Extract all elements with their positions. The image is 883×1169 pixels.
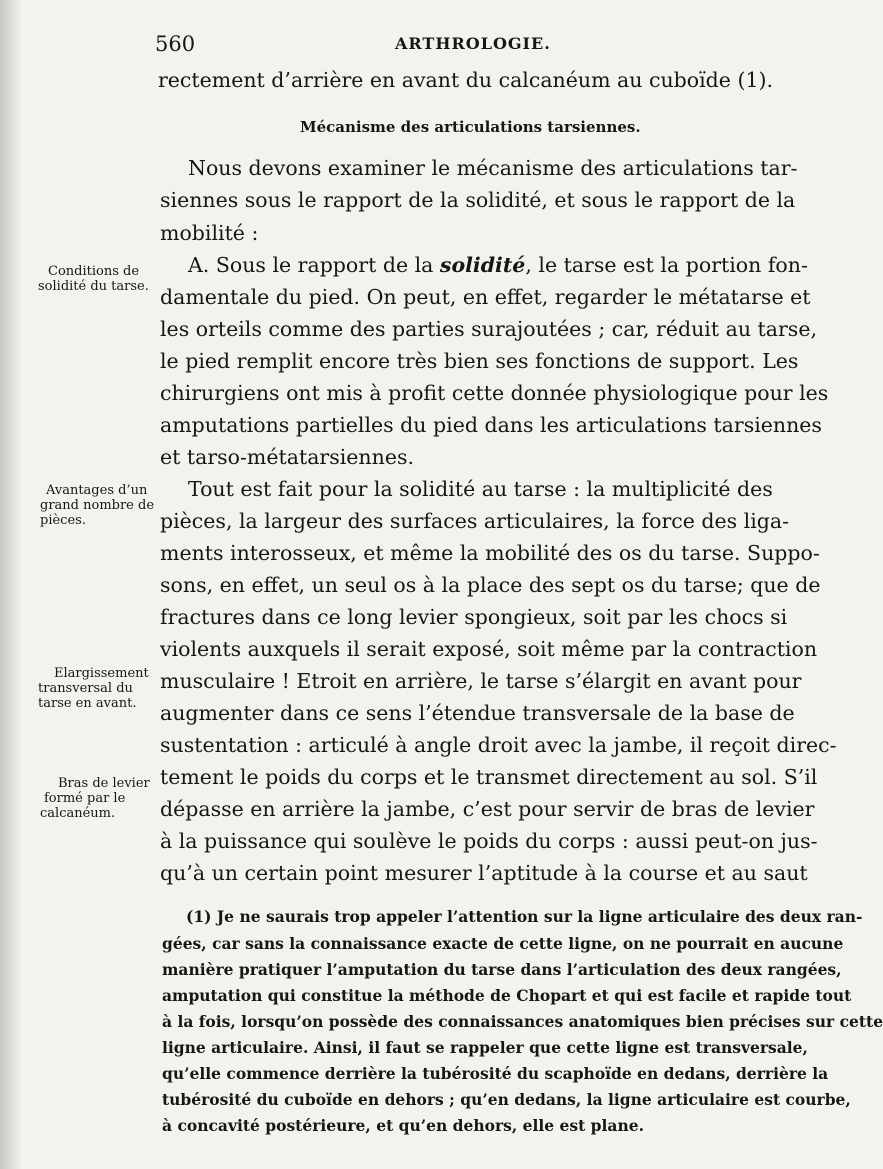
emphasis-solidite: solidité	[439, 253, 526, 277]
margin-note-line: Conditions de	[48, 264, 140, 279]
margin-note	[38, 264, 170, 294]
footnote-line: qu’elle commence derrière la tubérosité du scaphoïde en dedans, derrière la	[162, 1064, 829, 1083]
body-text: A. Sous le rapport de la	[188, 253, 434, 277]
margin-note	[40, 776, 162, 821]
footnote-line: à concavité postérieure, et qu’en dehors, elle est plane.	[162, 1116, 644, 1135]
footnote-line: à la fois, lorsqu’on possède des connaissances anatomiques bien précises sur cette	[162, 1012, 883, 1031]
footnote-line: amputation qui constitue la méthode de Chopart et qui est facile et rapide tout	[162, 986, 852, 1005]
footnote-line: ligne articulaire. Ainsi, il faut se rappeler que cette ligne est transversale,	[162, 1038, 808, 1057]
body-line: le pied remplit encore très bien ses fonctions de support. Les	[160, 349, 799, 373]
body-line: Nous devons examiner le mécanisme des articulations tar-	[188, 156, 798, 180]
body-line: violents auxquels il serait exposé, soit même par la contraction	[160, 637, 818, 661]
margin-note-line: formé par le	[44, 791, 126, 806]
body-line: fractures dans ce long levier spongieux, soit par les chocs si	[160, 605, 788, 629]
body-line: et tarso-métatarsiennes.	[160, 445, 415, 469]
body-line: qu’à un certain point mesurer l’aptitude à la course et au saut	[160, 861, 808, 885]
body-line: siennes sous le rapport de la solidité, et sous le rapport de la	[160, 188, 796, 212]
body-line: musculaire ! Etroit en arrière, le tarse s’élargit en avant pour	[160, 669, 802, 693]
margin-note-line: Bras de levier	[58, 776, 150, 791]
body-line: Tout est fait pour la solidité au tarse : la multiplicité des	[188, 477, 773, 501]
body-text: , le tarse est la portion fon-	[525, 253, 808, 277]
footnote-line: (1) Je ne saurais trop appeler l’attention sur la ligne articulaire des deux ran-	[186, 907, 863, 926]
page-number: 560	[155, 32, 196, 56]
footnote-line: gées, car sans la connaissance exacte de cette ligne, on ne pourrait en aucune	[162, 934, 844, 953]
margin-note-line: transversal du	[38, 681, 133, 696]
body-line: damentale du pied. On peut, en effet, regarder le métatarse et	[160, 285, 811, 309]
body-line: amputations partielles du pied dans les articulations tarsiennes	[160, 413, 822, 437]
body-line: augmenter dans ce sens l’étendue transversale de la base de	[160, 701, 795, 725]
margin-note	[40, 483, 162, 528]
body-line: pièces, la largeur des surfaces articulaires, la force des liga-	[160, 509, 790, 533]
intro-line: rectement d’arrière en avant du calcanéum au cuboïde (1).	[158, 68, 774, 92]
body-line-with-emphasis	[188, 253, 808, 277]
margin-note-line: tarse en avant.	[38, 696, 137, 711]
margin-note-line: solidité du tarse.	[38, 279, 149, 294]
section-title: Mécanisme des articulations tarsiennes.	[300, 118, 641, 136]
footnote-line: manière pratiquer l’amputation du tarse dans l’articulation des deux rangées,	[162, 960, 842, 979]
footnote-line: tubérosité du cuboïde en dehors ; qu’en dedans, la ligne articulaire est courbe,	[162, 1090, 851, 1109]
body-line: à la puissance qui soulève le poids du corps : aussi peut-on jus-	[160, 829, 818, 853]
margin-note-line: calcanéum.	[40, 806, 116, 821]
body-line: sons, en effet, un seul os à la place des sept os du tarse; que de	[160, 573, 821, 597]
page-header	[0, 30, 800, 60]
body-line: ments interosseux, et même la mobilité des os du tarse. Suppo-	[160, 541, 820, 565]
body-line: chirurgiens ont mis à profit cette donnée physiologique pour les	[160, 381, 829, 405]
margin-note-line: Elargissement	[54, 666, 149, 681]
running-head: ARTHROLOGIE.	[395, 34, 551, 53]
page-gutter-shadow	[0, 0, 22, 1169]
body-line: dépasse en arrière la jambe, c’est pour servir de bras de levier	[160, 797, 815, 821]
body-line: les orteils comme des parties surajoutées ; car, réduit au tarse,	[160, 317, 817, 341]
margin-note-line: Avantages d’un	[46, 483, 148, 498]
margin-note	[38, 666, 160, 711]
body-line: tement le poids du corps et le transmet directement au sol. S’il	[160, 765, 818, 789]
body-line: mobilité :	[160, 221, 259, 245]
margin-note-line: grand nombre de	[40, 498, 155, 513]
margin-note-line: pièces.	[40, 513, 86, 528]
body-line: sustentation : articulé à angle droit avec la jambe, il reçoit direc-	[160, 733, 837, 757]
